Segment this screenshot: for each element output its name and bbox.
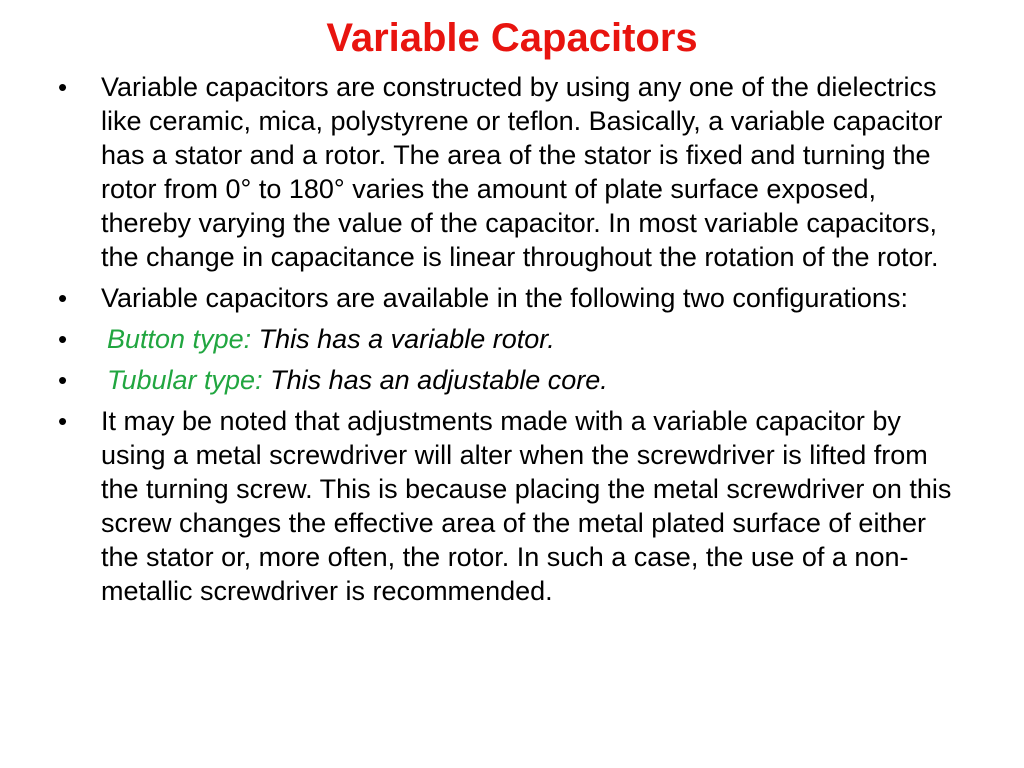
bullet-item-1: [54, 70, 954, 274]
bullet-keyword: Tubular type:: [107, 365, 263, 395]
bullet-text: Variable capacitors are available in the following two configurations:: [101, 283, 908, 313]
bullet-keyword: Button type:: [107, 324, 252, 354]
bullet-text: This has an adjustable core.: [270, 365, 608, 395]
slide-title: Variable Capacitors: [326, 16, 698, 60]
bullet-text: Variable capacitors are constructed by using any one of the dielectrics like ceramic, mica, polystyrene or teflon. Basically, a variable capacitor has a stator and a rotor. The area of the stator is fixed and turning the rotor from 0° to 180° varies the amount of plate surface exposed, thereby varying the value of the capacitor. In most variable capacitors, the change in capacitance is linear throughout the rotation of the rotor.: [101, 72, 943, 272]
bullet-item-2: [54, 281, 954, 315]
bullet-list: [54, 70, 954, 615]
bullet-item-4: [54, 363, 954, 397]
bullet-text: This has a variable rotor.: [258, 324, 555, 354]
bullet-item-3: [54, 322, 954, 356]
bullet-dot-icon: •: [58, 365, 68, 395]
bullet-dot-icon: •: [58, 72, 68, 102]
bullet-text: It may be noted that adjustments made with a variable capacitor by using a metal screwdriver will alter when the screwdriver is lifted from the turning screw. This is because placing the metal screwdriver on this screw changes the effective area of the metal plated surface of either the stator or, more often, the rotor. In such a case, the use of a non-metallic screwdriver is recommended.: [101, 406, 952, 606]
bullet-dot-icon: •: [58, 406, 68, 436]
bullet-dot-icon: •: [58, 283, 68, 313]
bullet-item-5: [54, 404, 954, 608]
bullet-dot-icon: •: [58, 324, 68, 354]
